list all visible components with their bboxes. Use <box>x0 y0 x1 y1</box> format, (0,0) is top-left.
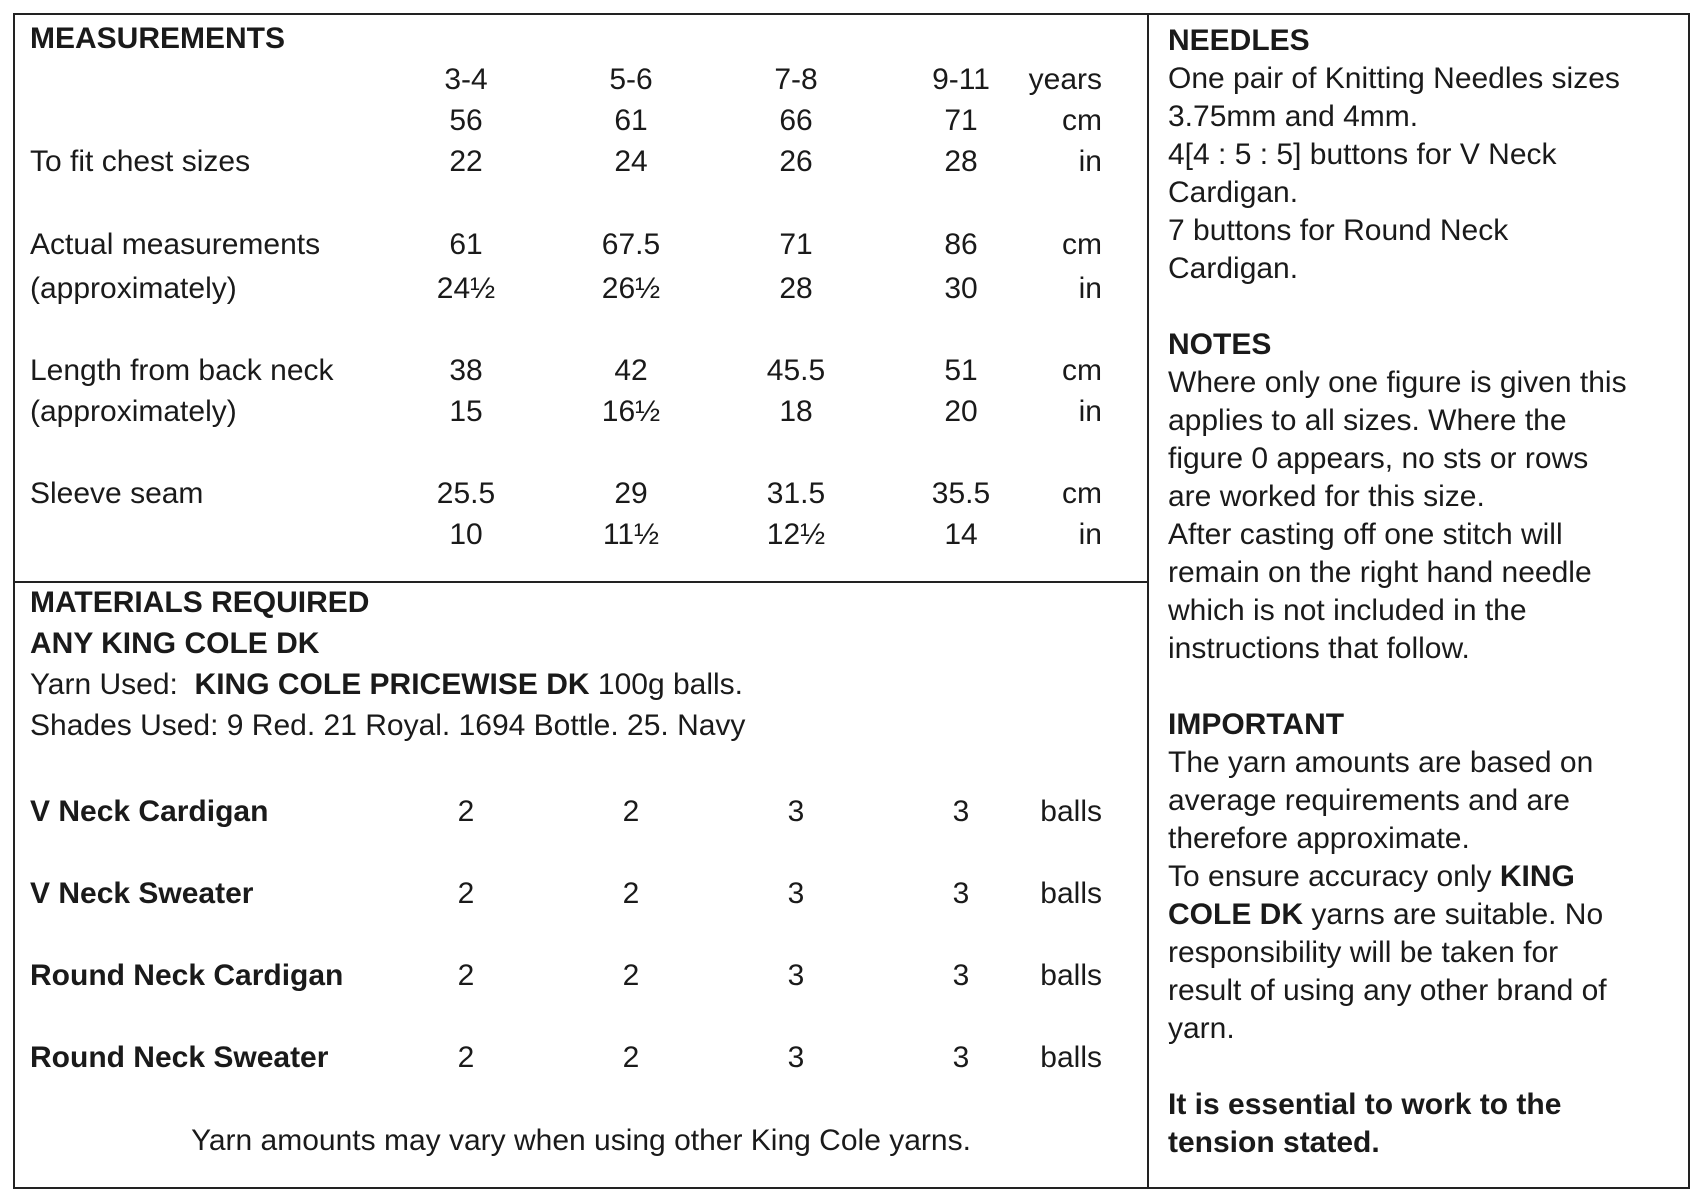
right-column <box>1168 22 1678 1162</box>
notes-line: applies to all sizes. Where the <box>1168 404 1567 437</box>
notes-line: After casting off one stitch will <box>1168 518 1563 551</box>
garment-name: Round Neck Sweater <box>30 1041 329 1074</box>
length-in-3: 18 <box>779 395 813 428</box>
size-2: 5-6 <box>609 63 653 96</box>
garment-balls: 3 <box>952 795 970 828</box>
needles-line: One pair of Knitting Needles sizes <box>1168 62 1620 95</box>
notes-line: instructions that follow. <box>1168 632 1470 665</box>
garment-balls: 3 <box>952 1041 970 1074</box>
length-cm-3: 45.5 <box>766 354 826 387</box>
balls-unit: balls <box>1040 1041 1102 1074</box>
actual-label-1: Actual measurements <box>30 228 321 261</box>
important-line: average requirements and are <box>1168 784 1570 817</box>
sleeve-in-4: 14 <box>944 518 978 551</box>
garment-balls: 2 <box>457 1041 475 1074</box>
section-divider <box>13 581 1149 583</box>
chest-in-2: 24 <box>614 145 648 178</box>
measurements-heading: MEASUREMENTS <box>30 22 286 55</box>
garment-balls: 2 <box>622 959 640 992</box>
length-label-2: (approximately) <box>30 395 237 428</box>
important-line: The yarn amounts are based on <box>1168 746 1594 779</box>
length-in-2: 16½ <box>601 395 661 428</box>
accuracy-suffix: yarns are suitable. No <box>1303 898 1604 931</box>
spacer <box>1168 668 1678 706</box>
notes-heading: NOTES <box>1168 328 1272 361</box>
accuracy-prefix: To ensure accuracy only <box>1168 860 1500 893</box>
balls-unit: balls <box>1040 877 1102 910</box>
garment-balls: 2 <box>457 877 475 910</box>
garment-balls: 3 <box>952 959 970 992</box>
actual-label-2: (approximately) <box>30 272 237 305</box>
garment-balls: 3 <box>787 877 805 910</box>
important-line: result of using any other brand of <box>1168 974 1607 1007</box>
sleeve-label: Sleeve seam <box>30 477 204 510</box>
sleeve-cm-4: 35.5 <box>931 477 991 510</box>
yarn-name: KING COLE PRICEWISE DK <box>194 668 590 701</box>
yarn-used-suffix: 100g balls. <box>597 668 744 701</box>
essential-line: It is essential to work to the <box>1168 1088 1562 1121</box>
accuracy-brand: KING <box>1499 860 1575 893</box>
spacer <box>1168 1048 1678 1086</box>
sleeve-cm-1: 25.5 <box>436 477 496 510</box>
yarn-used-prefix: Yarn Used: <box>30 668 178 701</box>
garment-balls: 2 <box>622 877 640 910</box>
accuracy-line <box>1168 858 1678 896</box>
yarn-footnote: Yarn amounts may vary when using other King Cole yarns. <box>191 1124 971 1157</box>
needles-line: 3.75mm and 4mm. <box>1168 100 1419 133</box>
shades-used-line: Shades Used: 9 Red. 21 Royal. 1694 Bottle. 25. Navy <box>30 709 746 742</box>
chest-in-3: 26 <box>779 145 813 178</box>
important-line: yarn. <box>1168 1012 1235 1045</box>
garment-balls: 2 <box>622 795 640 828</box>
length-unit-in: in <box>1078 395 1102 428</box>
important-line: therefore approximate. <box>1168 822 1470 855</box>
chest-unit-cm: cm <box>1062 104 1102 137</box>
accuracy-line <box>1168 896 1678 934</box>
chest-cm-2: 61 <box>614 104 648 137</box>
balls-unit: balls <box>1040 795 1102 828</box>
garment-balls: 3 <box>952 877 970 910</box>
sizes-unit: years <box>1028 63 1102 96</box>
garment-balls: 3 <box>787 795 805 828</box>
garment-balls: 3 <box>787 1041 805 1074</box>
actual-cm-2: 67.5 <box>601 228 661 261</box>
notes-line: remain on the right hand needle <box>1168 556 1592 589</box>
actual-unit-cm: cm <box>1062 228 1102 261</box>
sleeve-in-2: 11½ <box>602 518 660 551</box>
notes-line: which is not included in the <box>1168 594 1527 627</box>
actual-cm-3: 71 <box>779 228 813 261</box>
accuracy-brand: COLE DK <box>1168 898 1303 931</box>
actual-in-4: 30 <box>944 272 978 305</box>
length-cm-2: 42 <box>614 354 648 387</box>
length-cm-1: 38 <box>449 354 483 387</box>
garment-balls: 2 <box>457 795 475 828</box>
length-label-1: Length from back neck <box>30 354 334 387</box>
garment-name: V Neck Cardigan <box>30 795 269 828</box>
chest-in-4: 28 <box>944 145 978 178</box>
chest-in-1: 22 <box>449 145 483 178</box>
spacer <box>1168 288 1678 326</box>
column-divider <box>1147 13 1149 1189</box>
garment-balls: 3 <box>787 959 805 992</box>
size-3: 7-8 <box>774 63 818 96</box>
chest-label: To fit chest sizes <box>30 145 251 178</box>
needles-line: 4[4 : 5 : 5] buttons for V Neck <box>1168 138 1557 171</box>
actual-in-2: 26½ <box>601 272 661 305</box>
garment-balls: 2 <box>622 1041 640 1074</box>
garment-balls: 2 <box>457 959 475 992</box>
sleeve-in-1: 10 <box>449 518 483 551</box>
size-1: 3-4 <box>444 63 488 96</box>
size-4: 9-11 <box>932 63 990 96</box>
materials-heading: MATERIALS REQUIRED <box>30 586 370 619</box>
sleeve-cm-2: 29 <box>614 477 648 510</box>
balls-unit: balls <box>1040 959 1102 992</box>
sleeve-unit-cm: cm <box>1062 477 1102 510</box>
needles-heading: NEEDLES <box>1168 24 1310 57</box>
length-in-1: 15 <box>449 395 483 428</box>
needles-line: Cardigan. <box>1168 176 1299 209</box>
sleeve-in-3: 12½ <box>766 518 826 551</box>
important-heading: IMPORTANT <box>1168 708 1345 741</box>
yarn-used-line <box>30 668 743 702</box>
length-in-4: 20 <box>944 395 978 428</box>
materials-subheading: ANY KING COLE DK <box>30 627 320 660</box>
actual-in-3: 28 <box>779 272 813 305</box>
notes-line: Where only one figure is given this <box>1168 366 1627 399</box>
chest-cm-1: 56 <box>449 104 483 137</box>
sleeve-unit-in: in <box>1078 518 1102 551</box>
garment-name: V Neck Sweater <box>30 877 254 910</box>
length-unit-cm: cm <box>1062 354 1102 387</box>
actual-in-1: 24½ <box>436 272 496 305</box>
important-line: responsibility will be taken for <box>1168 936 1559 969</box>
notes-line: are worked for this size. <box>1168 480 1485 513</box>
notes-line: figure 0 appears, no sts or rows <box>1168 442 1589 475</box>
actual-cm-1: 61 <box>449 228 483 261</box>
needles-line: Cardigan. <box>1168 252 1299 285</box>
chest-cm-4: 71 <box>944 104 978 137</box>
essential-line: tension stated. <box>1168 1126 1380 1159</box>
sleeve-cm-3: 31.5 <box>766 477 826 510</box>
length-cm-4: 51 <box>944 354 978 387</box>
actual-unit-in: in <box>1078 272 1102 305</box>
chest-unit-in: in <box>1078 145 1102 178</box>
actual-cm-4: 86 <box>944 228 978 261</box>
chest-cm-3: 66 <box>779 104 813 137</box>
garment-name: Round Neck Cardigan <box>30 959 344 992</box>
needles-line: 7 buttons for Round Neck <box>1168 214 1509 247</box>
